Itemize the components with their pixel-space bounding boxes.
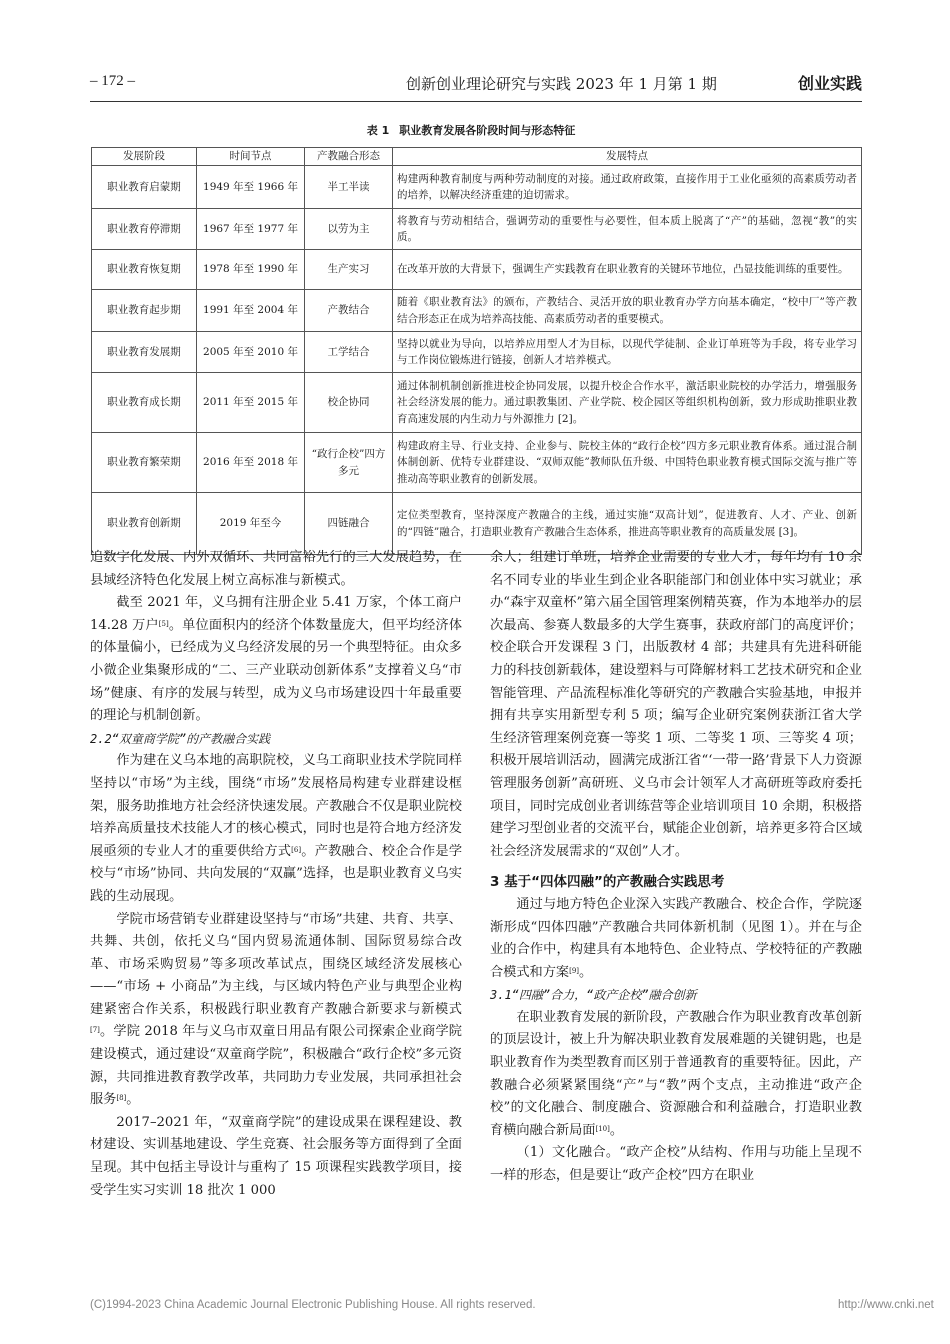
table-row [92,493,862,555]
period-cell: 1978 年至 1990 年 [197,250,305,290]
table-row [92,209,862,250]
period-cell: 2016 年至 2018 年 [197,433,305,493]
form-cell: 半工半读 [305,166,393,209]
period-cell: 2011 年至 2015 年 [197,373,305,433]
table-row [92,290,862,332]
paragraph: 2017–2021 年，“双童商学院”的建设成果在课程建设、教材建设、实训基地建设、学生竞赛、社会服务等方面得到了全面呈现。其中包括主导设计与重构了 15 项课程实践教学项目，接受学生实习实训 18 批次 1 000 [90,1114,462,1198]
paragraph: 追数字化发展、内外双循环、共同富裕先行的三大发展趋势，在县域经济特色化发展上树立高标准与新模式。 [90,550,462,588]
table-header-row [92,148,862,166]
citation: [9] [569,966,580,975]
form-cell: 四链融合 [305,493,393,555]
table-row [92,166,862,209]
citation: [10] [595,1124,610,1133]
period-cell: 2005 年至 2010 年 [197,332,305,373]
feature-cell: 定位类型教育，坚持深度产教融合的主线，通过实施“双高计划”，促进教育、人才、产业、创新的“四链”融合，打造职业教育产教融合生态体系，推进高等职业教育的高质量发展 [3]。 [393,493,862,555]
table-row [92,332,862,373]
paragraph-text: 。单位面积内的经济个体数量庞大，但平均经济体的体量偏小，已经成为义乌经济发展的另一个典型特征。由众多小微企业集聚形成的“二、三产业联动创新体系”支撑着义乌“市场”健康、有序的发展与转型，成为义乌市场建设四十年最重要的理论与机制创新。 [90,617,463,724]
left-column [90,547,462,1202]
feature-cell: 坚持以就业为导向，以培养应用型人才为目标，以现代学徒制、企业订单班等为手段，将专业学习与工作岗位锻炼进行链接，创新人才培养模式。 [393,332,862,373]
running-header [90,73,862,97]
copyright-footer [90,1299,934,1311]
citation: [5] [158,619,169,628]
section-name: 创业实践 [797,74,862,93]
form-cell: “政行企校”四方多元 [305,433,393,493]
period-cell: 1949 年至 1966 年 [197,166,305,209]
subsection-heading: 2.2“双童商学院”的产教融合实践 [90,731,271,746]
period-cell: 1967 年至 1977 年 [197,209,305,250]
paragraph-text: 通过与地方特色企业深入实践产教融合、校企合作，学院逐渐形成“四体四融”产教融合共同体新机制（见图 1）。并在与企业的合作中，构建具有本地特色、企业特点、学校特征的产教融合模式和方案 [490,896,862,980]
subsection-heading: 3.1“四融”合力，“政产企校”融合创新 [490,988,697,1003]
paragraph-text: 。产教融合、校企合作是学校与“市场”协同、共向发展的“双赢”选择，也是职业教育义乌实践的生动展现。 [90,843,463,904]
header-rule [90,101,862,102]
table-caption [90,122,862,138]
paragraph [490,1007,862,1143]
paragraph-text: 在职业教育发展的新阶段，产教融合作为职业教育改革创新的顶层设计，被上升为解决职业教育发展难题的关键钥匙，也是职业教育作为类型教育而区别于普通教育的重要特征。因此，产教融合必须紧紧围绕“产”与“教”两个支点，主动推进“政产企校”的文化融合、制度融合、资源融合和利益融合，打造职业教育横向融合新局面 [490,1009,862,1138]
stage-cell: 职业教育发展期 [92,332,197,373]
paragraph: 余人；组建订单班，培养企业需要的专业人才，每年均有 10 余名不同专业的毕业生到企业各职能部门和创业体中实习就业；承办“森宇双童杯”第六届全国管理案例精英赛，作为本地举办的层次最高、参赛人数最多的大学生赛事，获政府部门的高度评价；校企联合开发课程 3 门，出版教材 4 部；共建具有先进科研能力的科技创新载体，建设塑料与可降解材料工艺技术研究和企业智能管理、产品流程标准化等研究的产教融合实验基地，申报并拥有共享实用新型专利 5 项；编写企业研究案例获浙江省大学生经济管理案例竞赛一等奖 1 项、二等奖 1 项、三等奖 4 项；积极开展培训活动，圆满完成浙江省“‘一带一路’背景下人力资源管理服务创新”高研班、义乌市会计领军人才高研班等政府委托项目，同时完成创业者训练营等企业培训项目 10 余期，积极搭建学习型创业者的交流平台，赋能企业创新，培养更多符合区域社会经济发展需求的“双创”人才。 [490,550,862,859]
feature-cell: 构建两种教育制度与两种劳动制度的对接。通过政府政策，直接作用于工业化亟须的高素质劳动者的培养，以解决经济重建的迫切需求。 [393,166,862,209]
table-row [92,250,862,290]
paragraph [90,909,462,1112]
paragraph: （1）文化融合。“政产企校”从结构、作用与功能上呈现不一样的形态，但是要让“政产企校”四方在职业 [490,1145,862,1184]
paragraph-text: 作为建在义乌本地的高职院校，义乌工商职业技术学院同样坚持以“市场”为主线，围绕“市场”发展格局构建专业群建设框架，服务助推地方社会经济快速发展。产教融合不仅是职业院校培养高质量技术技能人才的核心模式，同时也是符合地方经济发展亟须的专业人才的重要供给方式 [90,753,462,859]
journal-title: 创新创业理论研究与实践 2023 年 1 月第 1 期 [406,75,717,93]
cnki-link[interactable]: http://www.cnki.net [838,1299,934,1311]
form-cell: 校企协同 [305,373,393,433]
paragraph-text: 。 [126,1092,140,1108]
paragraph [90,750,462,908]
stage-cell: 职业教育起步期 [92,290,197,332]
form-cell: 工学结合 [305,332,393,373]
paragraph-text: 。 [579,964,593,980]
column-header: 产教融合形态 [305,148,393,166]
feature-cell: 在改革开放的大背景下，强调生产实践教育在职业教育的关键环节地位，凸显技能训练的重要性。 [393,250,862,290]
table-label: 表 1 [366,124,390,137]
period-cell: 1991 年至 2004 年 [197,290,305,332]
paragraph [90,592,462,728]
paragraph [490,894,862,984]
citation: [7] [90,1026,100,1035]
feature-cell: 通过体制机制创新推进校企协同发展，以提升校企合作水平，激活职业院校的办学活力，增强服务社会经济发展的能力。通过职教集团、产业学院、校企园区等组织机构创新，致力形成助推职业教育高速发展的内生动力与外源推力 [2]。 [393,373,862,433]
copyright-text: (C)1994-2023 China Academic Journal Electronic Publishing House. All rights reserved. [90,1299,536,1311]
feature-cell: 随着《职业教育法》的颁布，产教结合、灵活开放的职业教育办学方向基本确定，“校中厂”等产教结合形态正在成为培养高技能、高素质劳动者的重要模式。 [393,290,862,332]
paragraph-text: 。 [609,1122,624,1138]
stage-cell: 职业教育创新期 [92,493,197,555]
right-column [490,547,862,1188]
paragraph-text: 学院市场营销专业群建设坚持与“市场”共建、共育、共享、共舞、共创，依托义乌“国内贸易流通体制、国际贸易综合改革、市场采购贸易”等多项改革试点，围绕区域经济发展核心——“市场 + 小商品”为主线，与区域内特色产业与典型企业构建紧密合作关系，积极践行职业教育产教融合新要求与新模式 [90,911,462,1017]
stage-table [91,147,862,555]
form-cell: 产教结合 [305,290,393,332]
paragraph-text: 截至 2021 年，义乌拥有注册企业 5.41 万家，个体工商户 14.28 万户 [90,595,462,633]
stage-cell: 职业教育成长期 [92,373,197,433]
stage-cell: 职业教育恢复期 [92,250,197,290]
section-heading: 3 基于“四体四融”的产教融合实践思考 [490,874,725,891]
feature-cell: 将教育与劳动相结合，强调劳动的重要性与必要性，但本质上脱离了“产”的基础，忽视“教”的实质。 [393,209,862,250]
table-title: 职业教育发展各阶段时间与形态特征 [399,124,576,137]
table-row [92,433,862,493]
column-header: 发展阶段 [92,148,197,166]
paragraph-text: 。学院 2018 年与义乌市双童日用品有限公司探索企业商学院建设模式，通过建设“双童商学院”，积极融合“政行企校”多元资源，共同推进教育教学改革，共同助力专业发展，共同承担社会服务 [90,1024,462,1108]
citation: [6] [291,845,302,854]
period-cell: 2019 年至今 [197,493,305,555]
stage-cell: 职业教育繁荣期 [92,433,197,493]
column-header: 时间节点 [197,148,305,166]
table-row [92,373,862,433]
form-cell: 生产实习 [305,250,393,290]
column-header: 发展特点 [393,148,862,166]
citation: [8] [116,1094,127,1103]
page-number: – 172 – [90,73,135,89]
feature-cell: 构建政府主导、行业支持、企业参与、院校主体的“政行企校”四方多元职业教育体系。通过混合制体制创新、优特专业群建设、“双师双能”教师队伍升级、中国特色职业教育模式国际交流与推广等推动高等职业教育的创新发展。 [393,433,862,493]
stage-cell: 职业教育启蒙期 [92,166,197,209]
stage-cell: 职业教育停滞期 [92,209,197,250]
form-cell: 以劳为主 [305,209,393,250]
